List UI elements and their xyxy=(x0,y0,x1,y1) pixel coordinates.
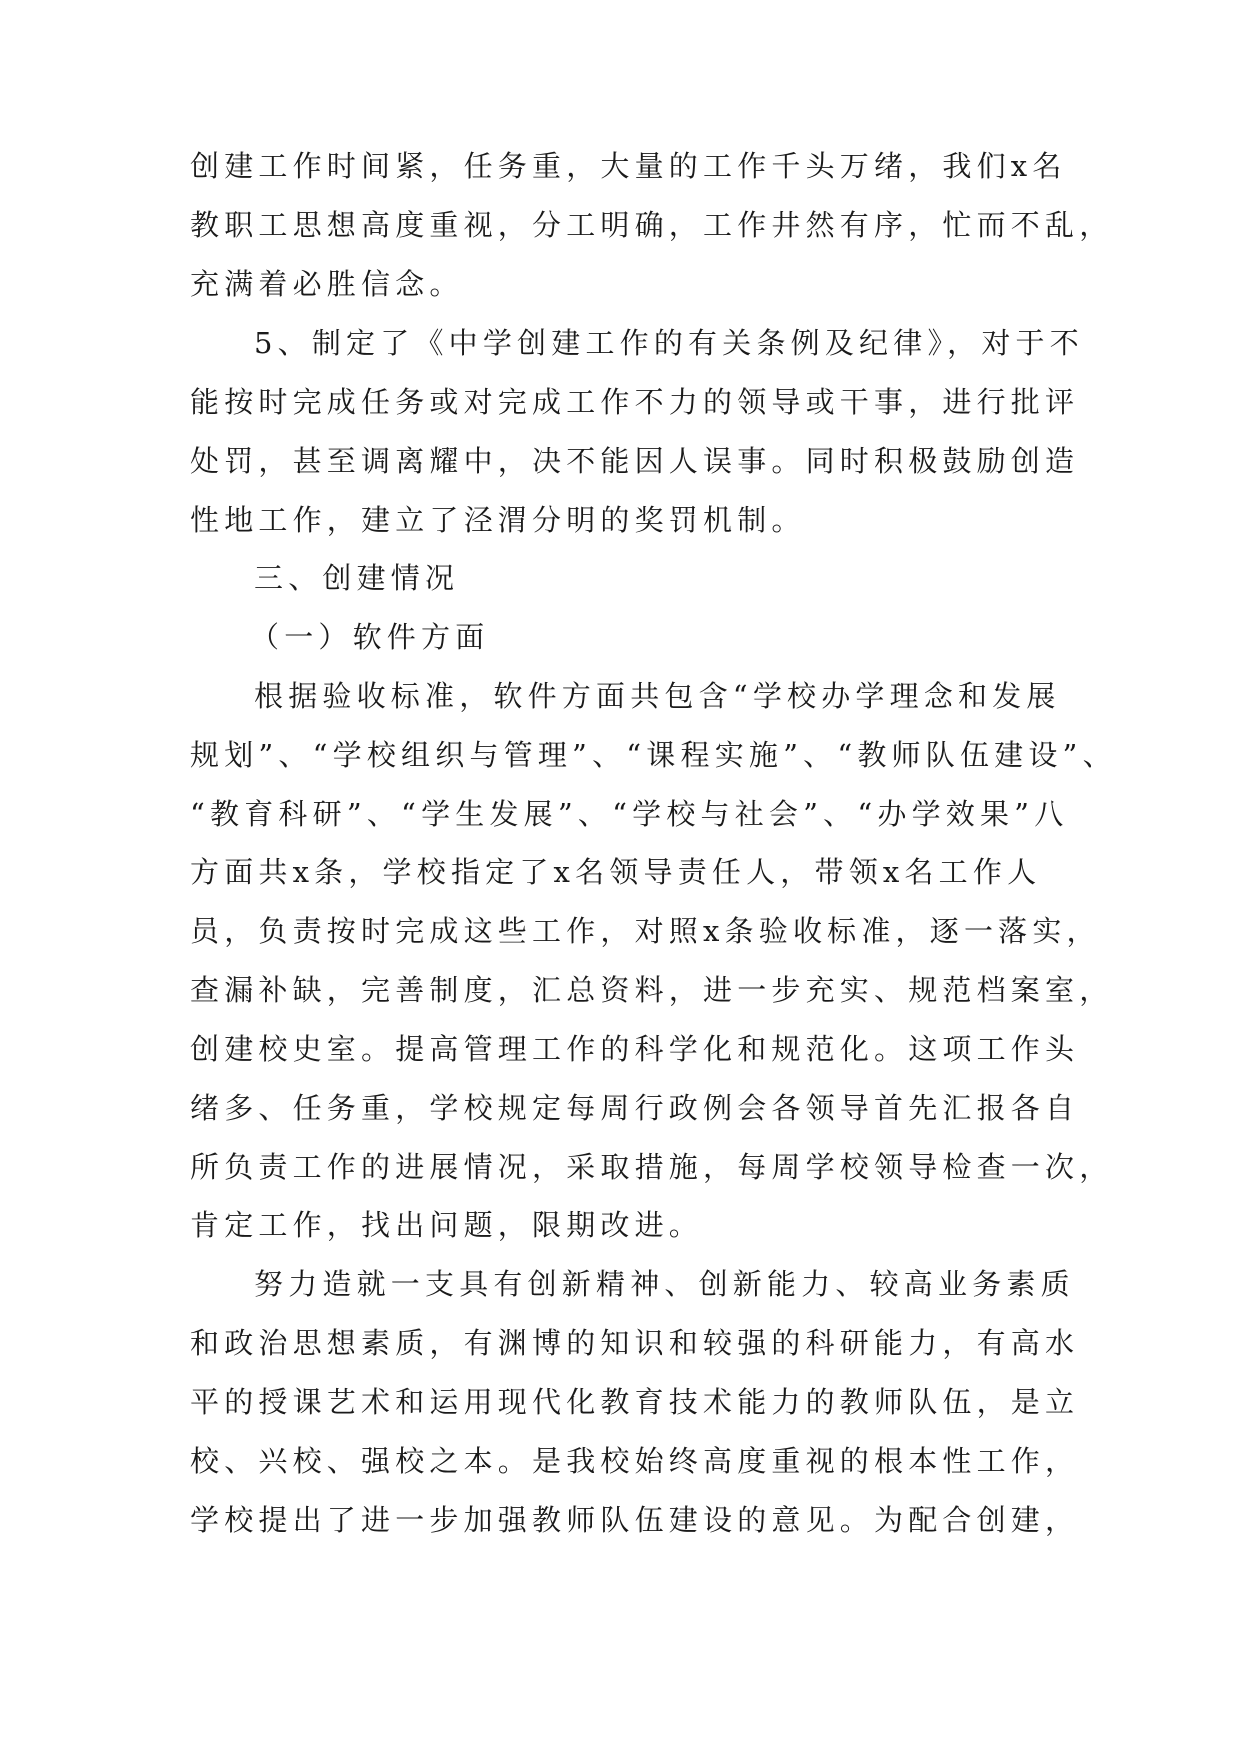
paragraph-line: 能按时完成任务或对完成工作不力的领导或干事，进行批评 xyxy=(190,385,1080,419)
paragraph-line: 性地工作，建立了泾渭分明的奖罚机制。 xyxy=(190,503,806,537)
paragraph-line: 校、兴校、强校之本。是我校始终高度重视的根本性工作， xyxy=(190,1444,1080,1478)
paragraph-line: 学校提出了进一步加强教师队伍建设的意见。为配合创建， xyxy=(190,1503,1080,1537)
paragraph-line: 肯定工作，找出问题，限期改进。 xyxy=(190,1208,704,1242)
paragraph-line: 绪多、任务重，学校规定每周行政例会各领导首先汇报各自 xyxy=(190,1091,1080,1125)
paragraph-line: 方面共x条，学校指定了x名领导责任人，带领x名工作人 xyxy=(190,855,1042,889)
paragraph-line: 创建校史室。提高管理工作的科学化和规范化。这项工作头 xyxy=(190,1032,1080,1066)
paragraph-line: “教育科研”、“学生发展”、“学校与社会”、“办学效果”八 xyxy=(190,797,1069,831)
paragraph-line: 处罚，甚至调离耀中，决不能因人误事。同时积极鼓励创造 xyxy=(190,444,1080,478)
paragraph-line: 根据验收标准，软件方面共包含“学校办学理念和发展 xyxy=(254,679,1061,713)
paragraph-line: 员，负责按时完成这些工作，对照x条验收标准，逐一落实， xyxy=(190,914,1101,948)
paragraph-line: 所负责工作的进展情况，采取措施，每周学校领导检查一次， xyxy=(190,1150,1114,1184)
paragraph-line: 充满着必胜信念。 xyxy=(190,267,464,301)
paragraph-line: 努力造就一支具有创新精神、创新能力、较高业务素质 xyxy=(254,1267,1075,1301)
paragraph-line: 平的授课艺术和运用现代化教育技术能力的教师队伍，是立 xyxy=(190,1385,1080,1419)
paragraph-line: 创建工作时间紧，任务重，大量的工作千头万绪，我们x名 xyxy=(190,149,1067,183)
paragraph-line: 规划”、“学校组织与管理”、“课程实施”、“教师队伍建设”、 xyxy=(190,738,1117,772)
paragraph-line: 查漏补缺，完善制度，汇总资料，进一步充实、规范档案室， xyxy=(190,973,1114,1007)
subsection-heading: （一）软件方面 xyxy=(250,620,490,654)
section-heading: 三、创建情况 xyxy=(254,561,460,595)
paragraph-line: 5、制定了《中学创建工作的有关条例及纪律》，对于不 xyxy=(254,326,1084,360)
paragraph-line: 和政治思想素质，有渊博的知识和较强的科研能力，有高水 xyxy=(190,1326,1080,1360)
paragraph-line: 教职工思想高度重视，分工明确，工作井然有序，忙而不乱， xyxy=(190,208,1114,242)
